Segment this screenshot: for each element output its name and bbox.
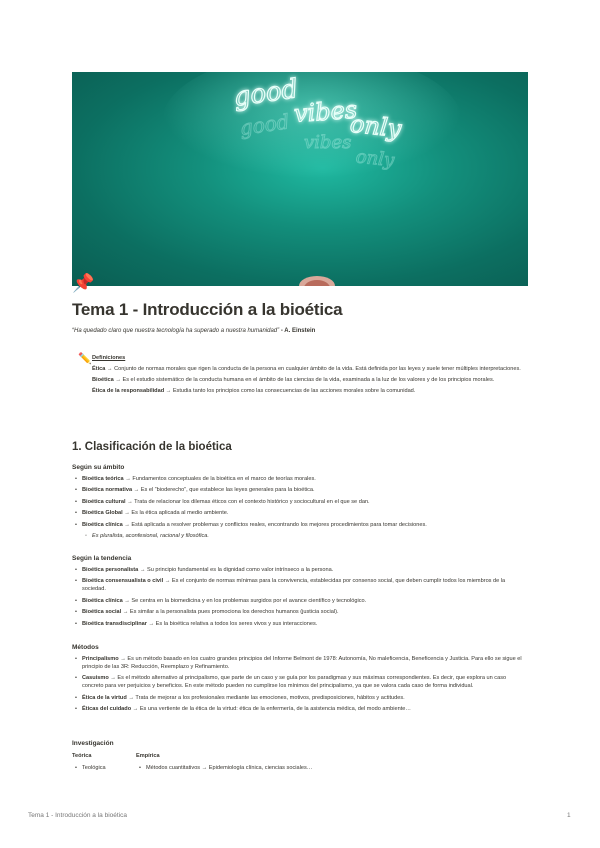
page-number: 1 (567, 812, 571, 819)
definition-item: Ética de la responsabilidad → Estudia tanto los principios como las consecuencias de las acciones morales sobre la comunidad. (92, 388, 416, 394)
neon-word-1: good (231, 74, 300, 113)
column-title-empirica: Empírica (136, 753, 160, 759)
svg-text:vibes: vibes (304, 132, 352, 153)
svg-text:good: good (238, 109, 291, 140)
svg-text:only: only (354, 146, 396, 172)
list-item: • Bioética normativa → Es el “bioderecho”, que establece las leyes generales para la bioética. (72, 486, 528, 494)
definition-item: Ética → Conjunto de normas morales que rigen la conducta de la persona en cualquier ámbito de la vida. Está definida por las leyes y suele tener múltiples interpretaciones. (92, 366, 521, 372)
list-item: • Bioética clínica → Se centra en la biomedicina y en los problemas surgidos por el avance científico y tecnológico. (72, 597, 528, 605)
pushpin-icon: 📌 (72, 273, 95, 293)
page-title: Tema 1 - Introducción a la bioética (72, 300, 343, 319)
neon-word-2: vibes (293, 95, 359, 128)
subsection-heading-ambito: Según su ámbito (72, 464, 125, 471)
sub-list-item: ◦ Es pluralista, aconfesional, racional y filosófica. (72, 532, 528, 540)
list-item: • Bioética clínica → Está aplicada a resolver problemas y conflictos reales, encontrando los mejores procedimientos para tomar decisiones. (72, 521, 528, 529)
callout-title: Definiciones (92, 355, 126, 361)
list-item: • Principalismo → Es un método basado en los cuatro grandes principios del Informe Belmont de 1978: Autonomía, No maleficencia, Beneficencia y Justicia. Para ello se sigue el principio de las 3R: Reducción, Reemplazo y Refinamiento. (72, 655, 528, 671)
quote-author: - A. Einstein (280, 328, 316, 334)
quote (72, 328, 315, 334)
list-item: • Bioética Global → Es la ética aplicada al medio ambiente. (72, 509, 528, 517)
list-item: • Bioética transdisciplinar → Es la bioética relativa a todos los seres vivos y sus interacciones. (72, 620, 528, 628)
section-heading: 1. Clasificación de la bioética (72, 441, 232, 453)
neon-sign-graphic (72, 72, 528, 286)
definitions-callout (72, 350, 528, 424)
quote-text: “Ha quedado claro que nuestra tecnología ha superado a nuestra humanidad” (72, 328, 280, 334)
tendencia-list (72, 566, 528, 631)
pencil-icon: ✏️ (78, 353, 92, 365)
definition-item: Bioética → Es el estudio sistemático de la conducta humana en el ámbito de las ciencias de la vida, examinada a la luz de los valores y de los principios morales. (92, 377, 495, 383)
list-item: • Teológica (75, 765, 106, 771)
list-item: • Ética de la virtud → Trata de mejorar a los profesionales mediante las emociones, motivos, predisposiciones, hábitos y actitudes. (72, 694, 528, 702)
metodos-list (72, 655, 528, 717)
subsection-heading-tendencia: Según la tendencia (72, 555, 132, 562)
list-item: • Bioética cultural → Trata de relacionar los dilemas éticos con el contexto histórico y sociocultural en el que se dan. (72, 498, 528, 506)
subsection-heading-metodos: Métodos (72, 644, 99, 651)
neon-word-3: only (348, 109, 403, 143)
ambito-list (72, 475, 528, 543)
list-item: • Bioética personalista → Su principio fundamental es la dignidad como valor intrínseco a la persona. (72, 566, 528, 574)
list-item: • Bioética consensualista o civil → Es el conjunto de normas mínimas para la convivencia, establecidas por consenso social, que deben cumplir todos los miembros de la sociedad. (72, 577, 528, 593)
list-item: • Casuismo → Es el método alternativo al principalismo, que parte de un caso y se guía por los paradigmas y sus máximas correspondientes. Es decir, que explora un caso concreto para ver perjuicios y beneficios. En este método pueden no cumplirse los mínimos del principalismo, ya que se valora cada caso de forma individual. (72, 674, 528, 690)
cover-image (72, 72, 528, 286)
page-footer: Tema 1 - Introducción a la bioética (28, 812, 127, 819)
subsection-heading-investigacion: Investigación (72, 740, 114, 747)
list-item: • Bioética teórica → Fundamentos conceptuales de la bioética en el marco de teorías morales. (72, 475, 528, 483)
list-item: • Bioética social → Es similar a la personalista pues promociona los derechos humanos (justicia social). (72, 608, 528, 616)
list-item: • Métodos cuantitativos → Epidemiología clínica, ciencias sociales… (139, 765, 313, 771)
column-title-teorica: Teórica (72, 753, 92, 759)
list-item: • Éticas del cuidado → Es una vertiente de la ética de la virtud: ética de la enfermería, de la asistencia médica, del modo ambiente… (72, 705, 528, 713)
